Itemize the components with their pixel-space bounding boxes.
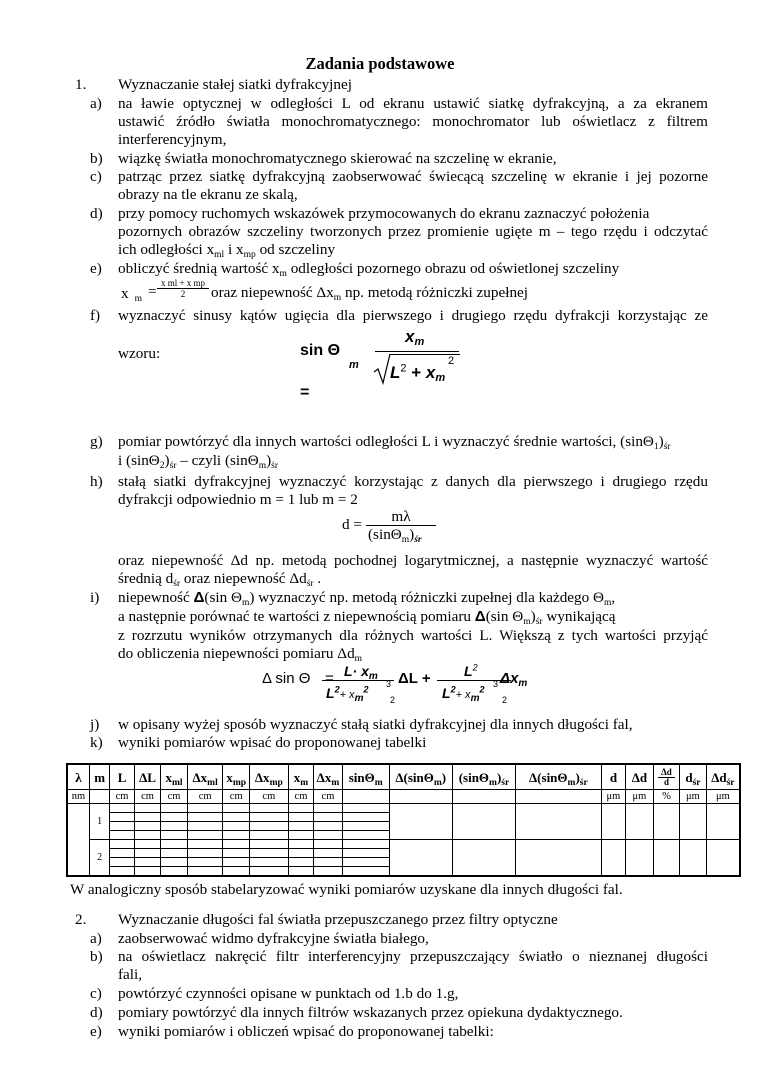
column-header: Δ(sinΘ$_m$) — [389, 764, 452, 790]
term2-multiplier: $\Delta x_m$ — [500, 670, 528, 689]
measurement-cell[interactable] — [134, 822, 161, 831]
item-text: pomiar powtórzyć dla innych wartości odległości L i wyznaczyć średnie wartości, $(\sin\Theta_1)_{śr}$ — [118, 433, 671, 452]
term1-multiplier: ΔL + — [398, 670, 431, 687]
fraction-numerator: mλ — [366, 508, 436, 526]
unit-cell: cm — [110, 790, 134, 804]
equals-sign: = — [300, 384, 310, 401]
item-label: b) — [90, 948, 103, 965]
item-label: c) — [90, 985, 102, 1002]
item-text: dyfrakcji odpowiednio m = 1 lub m = 2 — [118, 491, 358, 508]
measurement-cell[interactable] — [161, 831, 188, 840]
item-label: e) — [90, 260, 102, 277]
measurement-cell[interactable] — [342, 813, 389, 822]
lambda-cell[interactable] — [67, 804, 89, 877]
measurement-cell[interactable] — [314, 849, 343, 858]
measurement-cell[interactable] — [134, 858, 161, 867]
m-value-cell: 1 — [89, 804, 109, 840]
d-equals: d = — [342, 516, 362, 533]
measurement-cell[interactable] — [249, 813, 288, 822]
item-text: średnią $d_{śr}$ oraz niepewność $\Delta d_{śr}$ . — [118, 570, 322, 589]
unit-cell — [452, 790, 515, 804]
measurement-cell[interactable] — [110, 867, 134, 877]
result-cell[interactable] — [516, 804, 602, 840]
unit-cell: μm — [626, 790, 654, 804]
column-header: $x_m$ — [288, 764, 313, 790]
sin-theta-m: sin Θ — [300, 342, 341, 359]
measurement-cell[interactable] — [314, 858, 343, 867]
equals-sign: = — [148, 283, 157, 300]
formula-numerator: $x_m$ — [405, 327, 425, 348]
item-text: na ławie optycznej w odległości L od ekranu ustawić siatkę dyfrakcyjną, a za ekranem — [118, 95, 708, 112]
measurement-cell[interactable] — [288, 831, 313, 840]
table-note: W analogiczny sposób stabelaryzować wyniki pomiarów uzyskane dla innych długości fal. — [70, 881, 623, 898]
column-header: L — [110, 764, 134, 790]
unit-cell: μm — [706, 790, 740, 804]
item-text: pozornych obrazów szczeliny tworzonych przez promienie ugięte m – tego rzędu i odczytać — [118, 223, 708, 240]
exponent: 2 — [448, 355, 455, 367]
result-cell[interactable] — [601, 840, 625, 877]
item-text: i $(\sin\Theta_2)_{śr}$ – czyli $(\sin\Theta_m)_{śr}$ — [118, 452, 279, 471]
item-label: d) — [90, 1004, 103, 1021]
result-cell[interactable] — [680, 840, 707, 877]
unit-cell: cm — [161, 790, 188, 804]
unit-cell: cm — [249, 790, 288, 804]
measurement-cell[interactable] — [314, 813, 343, 822]
formula-denominator: $L^2 + x_m$ — [390, 362, 446, 384]
item-text: do obliczenia niepewności pomiaru $\Delta d_m$ — [118, 645, 363, 664]
result-cell[interactable] — [653, 804, 680, 840]
exponent: 2 — [390, 695, 396, 705]
measurement-cell[interactable] — [223, 849, 250, 858]
item-label: a) — [90, 930, 102, 947]
measurement-cell[interactable] — [161, 804, 188, 813]
measurement-cell[interactable] — [223, 867, 250, 877]
item-text: oraz niepewność $\Delta x_m$ np. metodą różniczki zupełnej — [211, 284, 529, 303]
fraction-denominator: $(\sin\Theta_m)_{śr}$ — [368, 526, 422, 545]
item-text: stałą siatki dyfrakcyjnej wyznaczyć korzystając z danych dla pierwszego i drugiego rzędu — [118, 473, 708, 490]
fraction-bar — [322, 680, 394, 681]
unit-cell: cm — [288, 790, 313, 804]
item-text: powtórzyć czynności opisane w punktach od 1.b do 1.g, — [118, 985, 459, 1002]
term1-numerator: $L\cdot x_m$ — [344, 663, 378, 682]
measurement-cell[interactable] — [161, 840, 188, 849]
xm-symbol: x $_m$ — [121, 285, 142, 304]
measurement-cell[interactable] — [314, 867, 343, 877]
column-header: $\Delta d_{śr}$ — [706, 764, 740, 790]
unit-cell — [89, 790, 109, 804]
measurement-cell[interactable] — [314, 822, 343, 831]
measurement-cell[interactable] — [288, 858, 313, 867]
column-header: $(\sin\Theta_m)_{śr}$ — [452, 764, 515, 790]
table-header-row — [67, 764, 740, 790]
d-fraction — [366, 508, 436, 543]
measurement-cell[interactable] — [249, 804, 288, 813]
item-text: ich odległości $x_{ml}$ i $x_{mp}$ od szczeliny — [118, 241, 336, 260]
item-label: k) — [90, 734, 103, 751]
fraction-numerator: x ml + x mp — [157, 278, 209, 289]
item-text: pomiary powtórzyć dla innych filtrów wskazanych przez opiekuna dydaktycznego. — [118, 1004, 623, 1021]
column-header: $\Delta(\sin\Theta_m)_{śr}$ — [516, 764, 602, 790]
exponent: 2 — [502, 695, 508, 705]
measurement-cell[interactable] — [249, 867, 288, 877]
item-label: g) — [90, 433, 103, 450]
item-text: niepewność Δ(sin $\Theta_m$) wyznaczyć np. metodą różniczki zupełnej dla każdego $\Theta_m$, — [118, 589, 616, 608]
item-text: ustawić źródło światła monochromatycznego: monochromator lub oświetlacz z filtrem — [118, 113, 708, 130]
item-label: d) — [90, 205, 103, 222]
item-text: wiązkę światła monochromatycznego skierować na szczelinę w ekranie, — [118, 150, 557, 167]
fraction-denominator: 2 — [180, 289, 186, 299]
result-cell[interactable] — [680, 804, 707, 840]
item-label: e) — [90, 1023, 102, 1040]
result-cell[interactable] — [601, 804, 625, 840]
measurement-cell[interactable] — [223, 858, 250, 867]
item-label: b) — [90, 150, 103, 167]
unit-cell — [389, 790, 452, 804]
item-label: f) — [90, 307, 101, 324]
measurement-cell[interactable] — [342, 858, 389, 867]
item-text: wzoru: — [118, 345, 161, 362]
m-value-cell: 2 — [89, 840, 109, 877]
item-text: wyniki pomiarów wpisać do proponowanej tabelki — [118, 734, 427, 751]
measurement-cell[interactable] — [314, 804, 343, 813]
unit-cell — [342, 790, 389, 804]
result-cell[interactable] — [626, 840, 654, 877]
unit-cell: % — [653, 790, 680, 804]
measurement-cell[interactable] — [161, 822, 188, 831]
result-cell[interactable] — [389, 840, 452, 877]
measurement-cell[interactable] — [161, 849, 188, 858]
page-title: Zadania podstawowe — [305, 54, 455, 73]
measurement-cell[interactable] — [187, 804, 223, 813]
item-label: j) — [90, 716, 100, 733]
measurement-cell[interactable] — [288, 840, 313, 849]
measurement-cell[interactable] — [314, 831, 343, 840]
measurement-cell[interactable] — [161, 858, 188, 867]
item-text: a następnie porównać te wartości z niepewnością pomiaru Δ(sin $\Theta_m)_{śr}$ wynikającą — [118, 608, 616, 627]
item-label: h) — [90, 473, 103, 490]
column-header: λ — [67, 764, 89, 790]
unit-cell — [516, 790, 602, 804]
column-header: $\Delta x_m$ — [314, 764, 343, 790]
measurement-cell[interactable] — [223, 813, 250, 822]
result-cell[interactable] — [706, 840, 740, 877]
measurement-cell[interactable] — [288, 867, 313, 877]
measurement-cell[interactable] — [288, 813, 313, 822]
measurement-cell[interactable] — [249, 849, 288, 858]
column-header: m — [89, 764, 109, 790]
item-text: przy pomocy ruchomych wskazówek przymocowanych do ekranu zaznaczyć położenia — [118, 205, 650, 222]
result-cell[interactable] — [452, 840, 515, 877]
exponent: 3 — [493, 679, 499, 689]
measurement-cell[interactable] — [288, 822, 313, 831]
measurement-cell[interactable] — [249, 858, 288, 867]
measurement-cell[interactable] — [223, 840, 250, 849]
measurement-cell[interactable] — [161, 867, 188, 877]
table-row — [67, 804, 740, 813]
unit-cell: cm — [134, 790, 161, 804]
measurement-cell[interactable] — [187, 858, 223, 867]
measurement-cell[interactable] — [342, 849, 389, 858]
measurement-cell[interactable] — [134, 840, 161, 849]
result-cell[interactable] — [706, 804, 740, 840]
exponent: 3 — [386, 679, 392, 689]
item-text: w opisany wyżej sposób wyznaczyć stałą siatki dyfrakcyjnej dla innych długości fal, — [118, 716, 633, 733]
table-row — [67, 840, 740, 849]
column-header: $d_{śr}$ — [680, 764, 707, 790]
results-table — [66, 763, 741, 877]
measurement-cell[interactable] — [134, 867, 161, 877]
item-text: wyznaczyć sinusy kątów ugięcia dla pierwszego i drugiego rzędu dyfrakcji korzystając ze — [118, 307, 708, 324]
column-header: sinΘ$_m$ — [342, 764, 389, 790]
measurement-cell[interactable] — [110, 831, 134, 840]
task1-number: 1. — [75, 76, 87, 93]
column-header: ΔL — [134, 764, 161, 790]
delta-sin-theta: Δ sin Θ — [262, 670, 311, 687]
unit-cell: cm — [314, 790, 343, 804]
item-text: oraz niepewność Δd np. metodą pochodnej logarytmicznej, a następnie wyznaczyć wartość — [118, 552, 708, 569]
task1-heading: Wyznaczanie stałej siatki dyfrakcyjnej — [118, 76, 352, 93]
measurement-cell[interactable] — [223, 822, 250, 831]
measurement-cell[interactable] — [249, 840, 288, 849]
measurement-cell[interactable] — [223, 804, 250, 813]
column-header: Δd d — [653, 764, 680, 790]
column-header: $\Delta x_{ml}$ — [187, 764, 223, 790]
measurement-cell[interactable] — [161, 813, 188, 822]
measurement-cell[interactable] — [288, 804, 313, 813]
measurement-cell[interactable] — [342, 840, 389, 849]
measurement-cell[interactable] — [134, 831, 161, 840]
item-label: c) — [90, 168, 102, 185]
measurement-cell[interactable] — [134, 813, 161, 822]
measurement-cell[interactable] — [342, 831, 389, 840]
result-cell[interactable] — [626, 804, 654, 840]
measurement-cell[interactable] — [314, 840, 343, 849]
measurement-cell[interactable] — [342, 867, 389, 877]
fraction-bar — [375, 351, 459, 352]
result-cell[interactable] — [452, 804, 515, 840]
item-text: na oświetlacz nakręcić filtr interferencyjny przepuszczający światło o nieznanej długości — [118, 948, 708, 965]
table-units-row — [67, 790, 740, 804]
measurement-cell[interactable] — [187, 867, 223, 877]
measurement-cell[interactable] — [110, 840, 134, 849]
result-cell[interactable] — [389, 804, 452, 840]
column-header: d — [601, 764, 625, 790]
measurement-cell[interactable] — [187, 822, 223, 831]
unit-cell: nm — [67, 790, 89, 804]
measurement-cell[interactable] — [134, 849, 161, 858]
column-header: $x_{ml}$ — [161, 764, 188, 790]
item-label: i) — [90, 589, 100, 606]
term1-denominator: $L^2+ x_m^2$ — [326, 684, 369, 704]
result-cell[interactable] — [653, 840, 680, 877]
item-text: zaobserwować widmo dyfrakcyjne światła białego, — [118, 930, 429, 947]
column-header: $\Delta x_{mp}$ — [249, 764, 288, 790]
measurement-cell[interactable] — [110, 849, 134, 858]
result-cell[interactable] — [516, 840, 602, 877]
term2-denominator: $L^2+ x_m^2$ — [442, 684, 485, 704]
sin-theta-subscript: m — [349, 359, 359, 371]
measurement-cell[interactable] — [110, 822, 134, 831]
column-header: $x_{mp}$ — [223, 764, 250, 790]
unit-cell: cm — [187, 790, 223, 804]
measurement-cell[interactable] — [249, 831, 288, 840]
measurement-cell[interactable] — [187, 849, 223, 858]
measurement-cell[interactable] — [288, 849, 313, 858]
task2-number: 2. — [75, 911, 87, 928]
unit-cell: μm — [601, 790, 625, 804]
item-text: z rozrzutu wyników otrzymanych dla różnych wartości L. Większą z tych wartości przyjąć — [118, 627, 708, 644]
column-header: Δd — [626, 764, 654, 790]
item-text: wyniki pomiarów i obliczeń wpisać do proponowanej tabelki: — [118, 1023, 494, 1040]
measurement-cell[interactable] — [187, 840, 223, 849]
measurement-cell[interactable] — [342, 822, 389, 831]
item-text: obrazy na tle ekranu ze skalą, — [118, 186, 298, 203]
measurement-cell[interactable] — [110, 858, 134, 867]
item-text: fali, — [118, 966, 143, 983]
term2-numerator: $L^2$ — [464, 662, 478, 679]
task2-heading: Wyznaczanie długości fal światła przepuszczanego przez filtry optyczne — [118, 911, 558, 928]
unit-cell: cm — [223, 790, 250, 804]
measurement-cell[interactable] — [134, 804, 161, 813]
item-text: obliczyć średnią wartość $x_m$ odległości pozornego obrazu od oświetlonej szczeliny — [118, 260, 620, 279]
measurement-cell[interactable] — [342, 804, 389, 813]
unit-cell: μm — [680, 790, 707, 804]
measurement-cell[interactable] — [110, 813, 134, 822]
measurement-cell[interactable] — [187, 813, 223, 822]
measurement-cell[interactable] — [110, 804, 134, 813]
measurement-cell[interactable] — [249, 822, 288, 831]
item-text: patrząc przez siatkę dyfrakcyjną zaobserwować świecącą szczelinę w ekranie i jej pozorne — [118, 168, 708, 185]
item-label: a) — [90, 95, 102, 112]
mean-fraction — [157, 278, 209, 299]
item-text: interferencyjnym, — [118, 131, 227, 148]
equals-sign: = — [325, 670, 334, 687]
sqrt-symbol — [372, 353, 392, 385]
measurement-cell[interactable] — [223, 831, 250, 840]
measurement-cell[interactable] — [187, 831, 223, 840]
